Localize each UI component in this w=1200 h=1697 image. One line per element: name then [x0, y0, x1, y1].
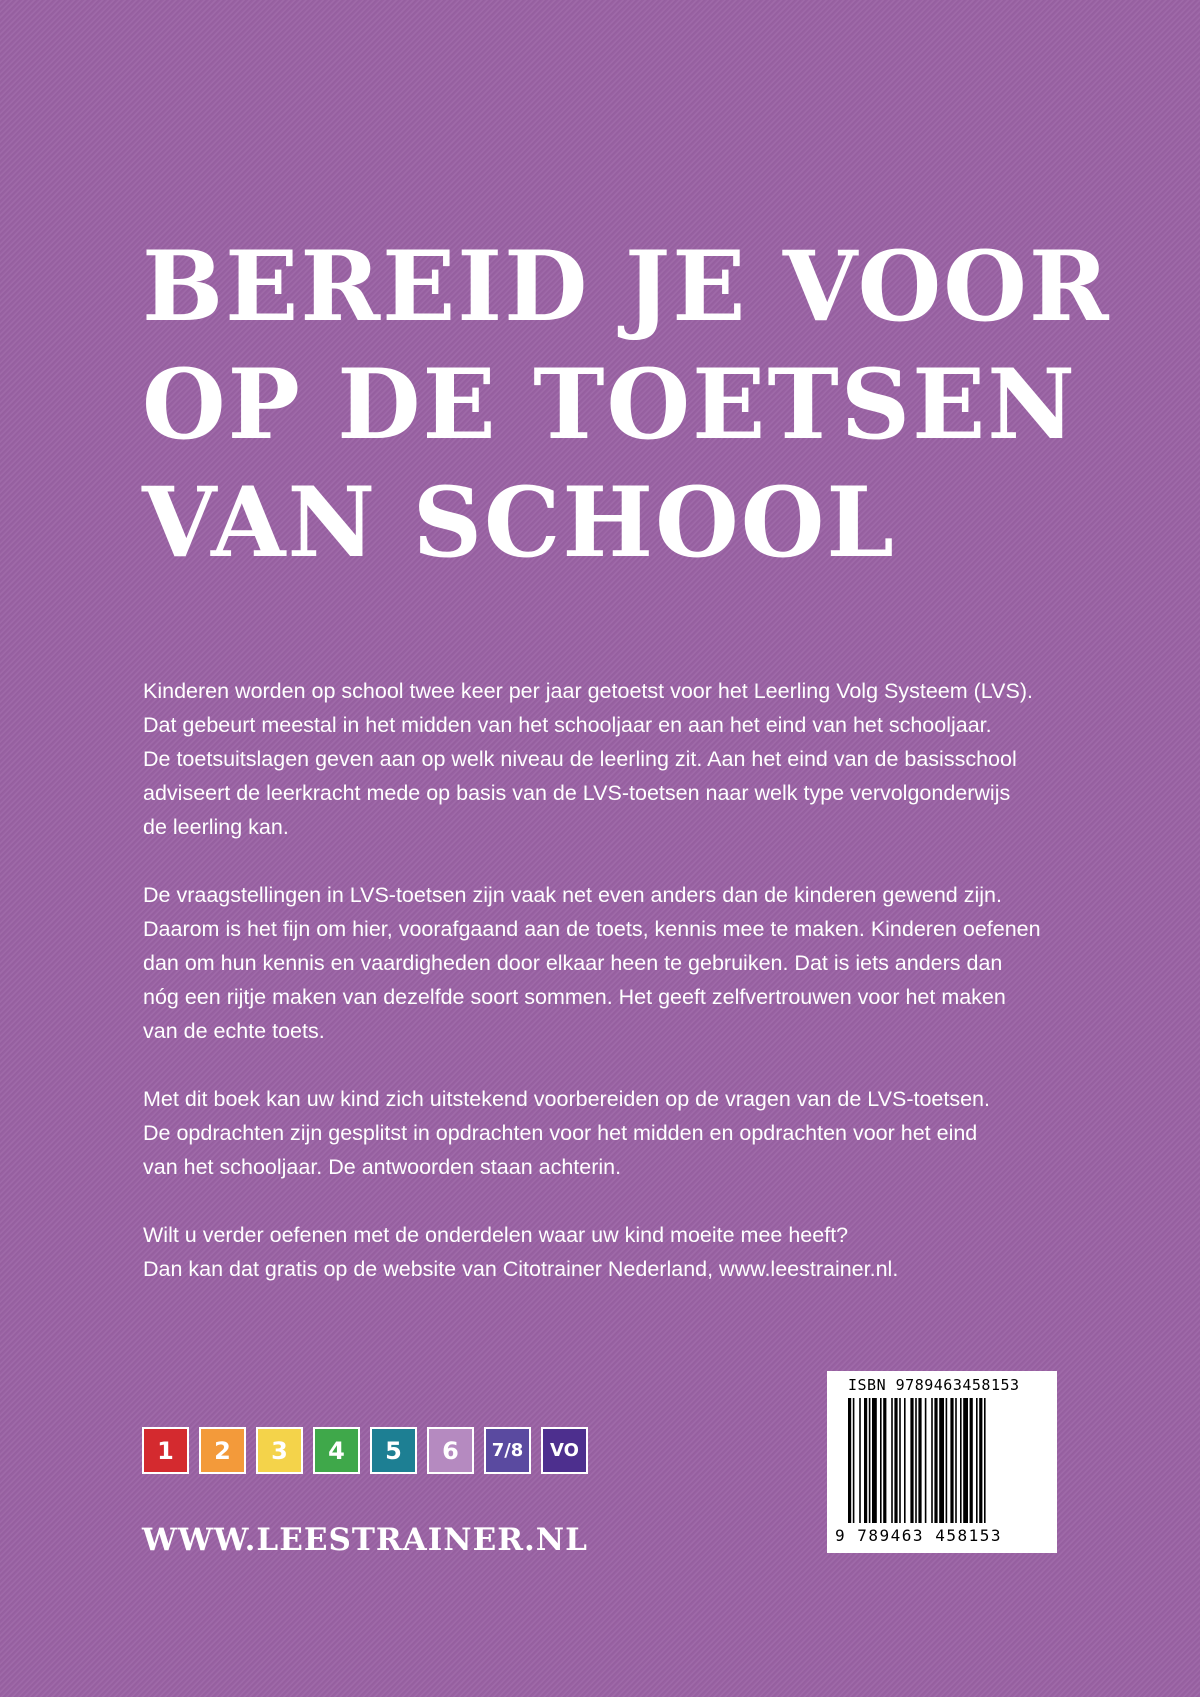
barcode-bar	[910, 1398, 913, 1523]
text-line: de leerling kan.	[143, 815, 289, 839]
barcode-bar	[872, 1398, 877, 1523]
barcode-bar	[976, 1398, 978, 1523]
level-badge-label: 5	[385, 1436, 402, 1465]
barcode-bar	[960, 1398, 962, 1523]
barcode-bar	[979, 1398, 982, 1523]
paragraph-questions	[143, 878, 1083, 1048]
paragraph-book	[143, 1082, 1083, 1184]
barcode-bar	[970, 1398, 973, 1523]
barcode-bar	[931, 1398, 933, 1523]
text-line: Daarom is het fijn om hier, voorafgaand aan de toets, kennis mee te maken. Kinderen oefenen	[143, 917, 1041, 941]
body-text	[143, 674, 1083, 1320]
headline-line-3: VAN SCHOOL	[142, 466, 896, 579]
level-badge-label: 6	[442, 1436, 459, 1465]
barcode-bar	[939, 1398, 944, 1523]
barcode-bar	[880, 1398, 882, 1523]
text-line: Dan kan dat gratis op de website van Citotrainer Nederland, www.leestrainer.nl.	[143, 1257, 899, 1281]
level-badge-5	[370, 1427, 417, 1474]
level-badge-label: 3	[271, 1436, 288, 1465]
level-badge-3	[256, 1427, 303, 1474]
barcode-bar	[894, 1398, 897, 1523]
website-url: WWW.LEESTRAINER.NL	[142, 1522, 588, 1558]
paragraph-website	[143, 1218, 1083, 1286]
barcode-bar	[883, 1398, 886, 1523]
text-line: Met dit boek kan uw kind zich uitstekend voorbereiden op de vragen van de LVS-toetsen.	[143, 1087, 990, 1111]
barcode-bar	[946, 1398, 948, 1523]
barcode-bar	[925, 1398, 927, 1523]
grade-level-badges	[142, 1427, 588, 1474]
text-line: De toetsuitslagen geven aan op welk niveau de leerling zit. Aan het eind van de basisschool	[143, 747, 1017, 771]
barcode-bar	[859, 1398, 861, 1523]
level-badge-label: 1	[157, 1436, 174, 1465]
text-line: nóg een rijtje maken van dezelfde soort sommen. Het geeft zelfvertrouwen voor het maken	[143, 985, 1006, 1009]
headline-line-2: OP DE TOETSEN	[142, 348, 1077, 461]
barcode-bar	[848, 1398, 851, 1523]
barcode-bar	[915, 1398, 917, 1523]
barcode-bar	[899, 1398, 901, 1523]
text-line: Wilt u verder oefenen met de onderdelen waar uw kind moeite mee heeft?	[143, 1223, 849, 1247]
level-badge-6	[427, 1427, 474, 1474]
ean-digits: 9 789463 458153	[835, 1526, 1002, 1545]
paragraph-intro	[143, 674, 1083, 844]
barcode-bar	[891, 1398, 893, 1523]
barcode-bars	[848, 1398, 1038, 1523]
text-line: van de echte toets.	[143, 1019, 325, 1043]
text-line: van het schooljaar. De antwoorden staan achterin.	[143, 1155, 622, 1179]
text-line: De vraagstellingen in LVS-toetsen zijn vaak net even anders dan de kinderen gewend zijn.	[143, 883, 1002, 907]
barcode-bar	[918, 1398, 921, 1523]
level-badge-7-8	[484, 1427, 531, 1474]
barcode-bar	[955, 1398, 957, 1523]
barcode-bar	[963, 1398, 968, 1523]
headline-line-1: BEREID JE VOOR	[142, 230, 1111, 343]
level-badge-1	[142, 1427, 189, 1474]
level-badge-2	[199, 1427, 246, 1474]
barcode-bar	[934, 1398, 937, 1523]
text-line: Dat gebeurt meestal in het midden van het schooljaar en aan het eind van het schooljaar.	[143, 713, 992, 737]
barcode-bar	[950, 1398, 953, 1523]
level-badge-label: 2	[214, 1436, 231, 1465]
barcode-bar	[904, 1398, 906, 1523]
text-line: Kinderen worden op school twee keer per jaar getoetst voor het Leerling Volg Systeem (LVS).	[143, 679, 1033, 703]
barcode-bar	[864, 1398, 867, 1523]
level-badge-vo	[541, 1427, 588, 1474]
level-badge-label: 4	[328, 1436, 345, 1465]
text-line: dan om hun kennis en vaardigheden door elkaar heen te gebruiken. Dat is iets anders dan	[143, 951, 1003, 975]
level-badge-label: 7/8	[491, 1440, 524, 1461]
barcode-bar	[869, 1398, 871, 1523]
barcode-bar	[853, 1398, 855, 1523]
headline	[142, 228, 1111, 582]
isbn-label: ISBN 9789463458153	[848, 1376, 1020, 1394]
level-badge-label: VO	[550, 1440, 579, 1461]
level-badge-4	[313, 1427, 360, 1474]
text-line: De opdrachten zijn gesplitst in opdrachten voor het midden en opdrachten voor het eind	[143, 1121, 978, 1145]
isbn-barcode	[827, 1371, 1057, 1553]
text-line: adviseert de leerkracht mede op basis van de LVS-toetsen naar welk type vervolgonderwijs	[143, 781, 1011, 805]
barcode-bar	[984, 1398, 986, 1523]
